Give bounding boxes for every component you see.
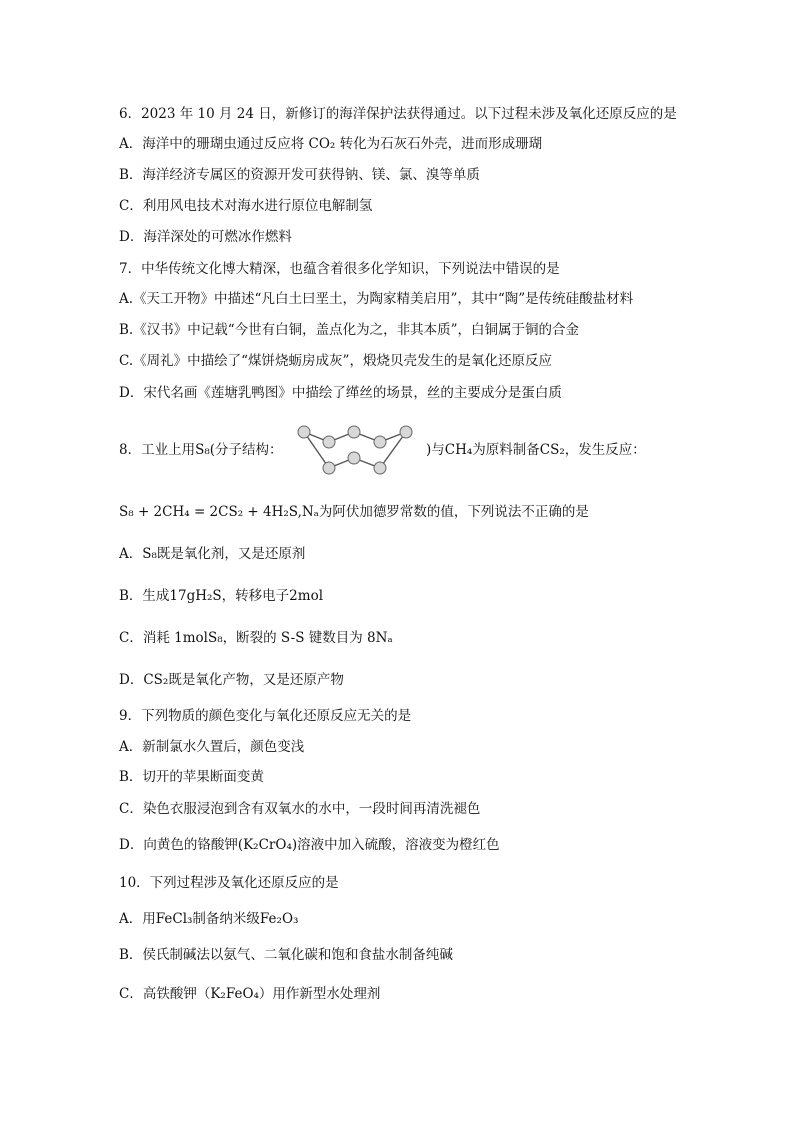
q10-option-c: C．高铁酸钾（K₂FeO₄）用作新型水处理剂	[119, 986, 381, 1002]
q8-option-c: C．消耗 1molS₈，断裂的 S-S 键数目为 8Nₐ	[119, 630, 393, 646]
q6-stem: 6．2023 年 10 月 24 日，新修订的海洋保护法获得通过。以下过程未涉及氧化还原反应的是	[119, 106, 677, 122]
q9-option-a: A．新制氯水久置后，颜色变浅	[119, 739, 305, 755]
q8-option-b: B．生成17gH₂S，转移电子2mol	[119, 588, 324, 604]
q7-option-a: A.《天工开物》中描述“凡白土曰垩土，为陶家精美启用”，其中“陶”是传统硅酸盐材料	[119, 291, 634, 307]
q10-option-a: A．用FeCl₃制备纳米级Fe₂O₃	[119, 911, 299, 927]
q6-option-c: C．利用风电技术对海水进行原位电解制氢	[119, 198, 373, 214]
q10-option-b: B．侯氏制碱法以氨气、二氧化碳和饱和食盐水制备纯碱	[119, 947, 453, 963]
q10-stem: 10．下列过程涉及氧化还原反应的是	[119, 875, 339, 891]
q9-option-c: C．染色衣服浸泡到含有双氧水的水中，一段时间再清洗褪色	[119, 801, 481, 817]
q8-stem-before: 8．工业上用S₈(分子结构：	[119, 442, 283, 458]
q9-option-b: B．切开的苹果断面变黄	[119, 769, 264, 785]
q9-option-d: D．向黄色的铬酸钾(K₂CrO₄)溶液中加入硫酸，溶液变为橙红色	[119, 837, 500, 853]
q8-stem-after: )与CH₄为原料制备CS₂，发生反应：	[426, 442, 646, 458]
q8-option-a: A．S₈既是氧化剂，又是还原剂	[119, 546, 306, 562]
q6-option-a: A．海洋中的珊瑚虫通过反应将 CO₂ 转化为石灰石外壳，进而形成珊瑚	[119, 136, 543, 152]
q7-option-b: B.《汉书》中记载“今世有白铜，盖点化为之，非其本质”，白铜属于铜的合金	[119, 322, 580, 338]
q7-option-c: C.《周礼》中描绘了“煤饼烧蛎房成灰”，煅烧贝壳发生的是氧化还原反应	[119, 353, 552, 369]
q8-equation: S₈ + 2CH₄ = 2CS₂ + 4H₂S,Nₐ为阿伏加德罗常数的值，下列说法不正确的是	[119, 504, 589, 520]
q6-option-d: D．海洋深处的可燃冰作燃料	[119, 229, 292, 245]
q9-stem: 9．下列物质的颜色变化与氧化还原反应无关的是	[119, 708, 412, 724]
q7-stem: 7．中华传统文化博大精深，也蕴含着很多化学知识，下列说法中错误的是	[119, 261, 560, 277]
q7-option-d: D．宋代名画《莲塘乳鸭图》中描绘了缂丝的场景，丝的主要成分是蛋白质	[119, 385, 562, 401]
q8-option-d: D．CS₂既是氧化产物，又是还原产物	[119, 672, 344, 688]
q6-option-b: B．海洋经济专属区的资源开发可获得钠、镁、氯、溴等单质	[119, 167, 480, 183]
s8-molecule-structure	[292, 418, 426, 482]
